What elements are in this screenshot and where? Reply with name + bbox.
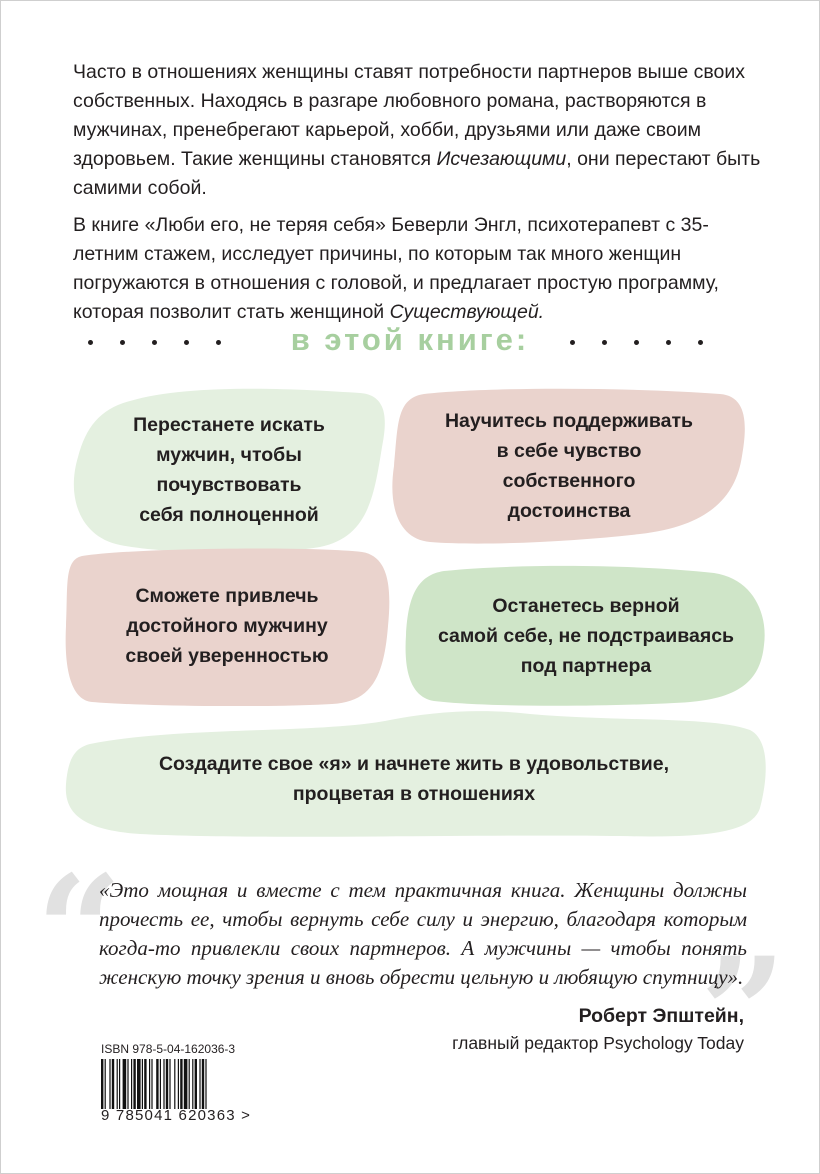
barcode-bar	[105, 1059, 106, 1109]
benefit-card-3	[62, 546, 392, 706]
close-quote-mark: ”	[700, 925, 787, 1101]
quote-author: Роберт Эпштейн,	[578, 1005, 744, 1027]
right-dots-decoration	[570, 340, 705, 344]
barcode-bar	[123, 1059, 127, 1109]
barcode-bar	[202, 1059, 204, 1109]
barcode-bar	[117, 1059, 118, 1109]
barcode-bar	[149, 1059, 150, 1109]
intro-text	[73, 58, 763, 335]
barcode-bar	[195, 1059, 197, 1109]
intro-paragraph-1: Часто в отношениях женщины ставят потребности партнеров выше своих собственных. Находясь в разгаре любовного романа, растворяются в мужчинах, пренебрегают карьерой, хобби, друзьями или даже своим здоровьем. Такие женщины становятся Исчезающими, они перестают быть самими собой.	[73, 61, 761, 199]
barcode-bar	[133, 1059, 135, 1109]
barcode-bar	[109, 1059, 110, 1109]
barcode-bar	[112, 1059, 114, 1109]
barcode-bar	[127, 1059, 128, 1109]
benefit-text-2: Научитесь поддерживать в себе чувство собственного достоинства	[444, 410, 694, 522]
barcode-bar	[189, 1059, 190, 1109]
barcode-bar	[137, 1059, 141, 1109]
barcode-bar	[205, 1059, 206, 1109]
benefit-text-4: Останетесь верной самой себе, не подстраиваясь под партнера	[437, 595, 735, 677]
barcode-bar	[160, 1059, 161, 1109]
barcode-bar	[131, 1059, 132, 1109]
quote-author-role: главный редактор Psychology Today	[452, 1033, 744, 1053]
barcode-bar	[178, 1059, 179, 1109]
intro-paragraph-2: В книге «Люби его, не теряя себя» Беверли Энгл, психотерапевт с 35-летним стажем, исследует причины, по которым так много женщин погружаются в отношения с головой, и предлагает простую программу, которая позволит стать женщиной Существующей.	[73, 214, 719, 323]
benefit-card-4	[404, 565, 768, 707]
barcode-bar	[199, 1059, 200, 1109]
barcode-bar	[166, 1059, 168, 1109]
barcode-digits: 9 785041 620363 >	[101, 1107, 252, 1124]
barcode-bar	[101, 1059, 103, 1109]
barcode-bar	[163, 1059, 164, 1109]
section-header	[0, 318, 820, 364]
benefit-text-1: Перестанете искать мужчин, чтобы почувствовать себя полноценной	[133, 414, 325, 526]
benefit-card-5	[60, 708, 768, 840]
barcode-bar	[192, 1059, 193, 1109]
barcode	[101, 1059, 247, 1109]
testimonial-quote: «Это мощная и вместе с тем практичная книга. Женщины должны прочесть ее, чтобы вернуть себе силу и энергию, благодаря которым когда-то привлекли своих партнеров. А мужчины — чтобы понять женскую точку зрения и вновь обрести цельную и любящую спутницу».	[99, 878, 747, 989]
section-title: в этой книге:	[290, 322, 530, 357]
benefit-card-2	[390, 386, 748, 546]
isbn-label: ISBN 978-5-04-162036-3	[101, 1042, 236, 1056]
barcode-bar	[151, 1059, 152, 1109]
benefit-text-5: Создадите свое «я» и начнете жить в удовольствие, процветая в отношениях	[158, 753, 670, 805]
open-quote-mark: “	[36, 843, 123, 1019]
barcode-bar	[119, 1059, 120, 1109]
barcode-bar	[174, 1059, 175, 1109]
barcode-bar	[184, 1059, 188, 1109]
barcode-bar	[142, 1059, 143, 1109]
benefit-card-1	[70, 387, 388, 553]
barcode-bar	[144, 1059, 146, 1109]
benefit-text-3: Сможете привлечь достойного мужчину своей уверенностью	[125, 585, 329, 667]
barcode-bar	[169, 1059, 170, 1109]
barcode-bar	[156, 1059, 158, 1109]
barcode-bar	[180, 1059, 182, 1109]
